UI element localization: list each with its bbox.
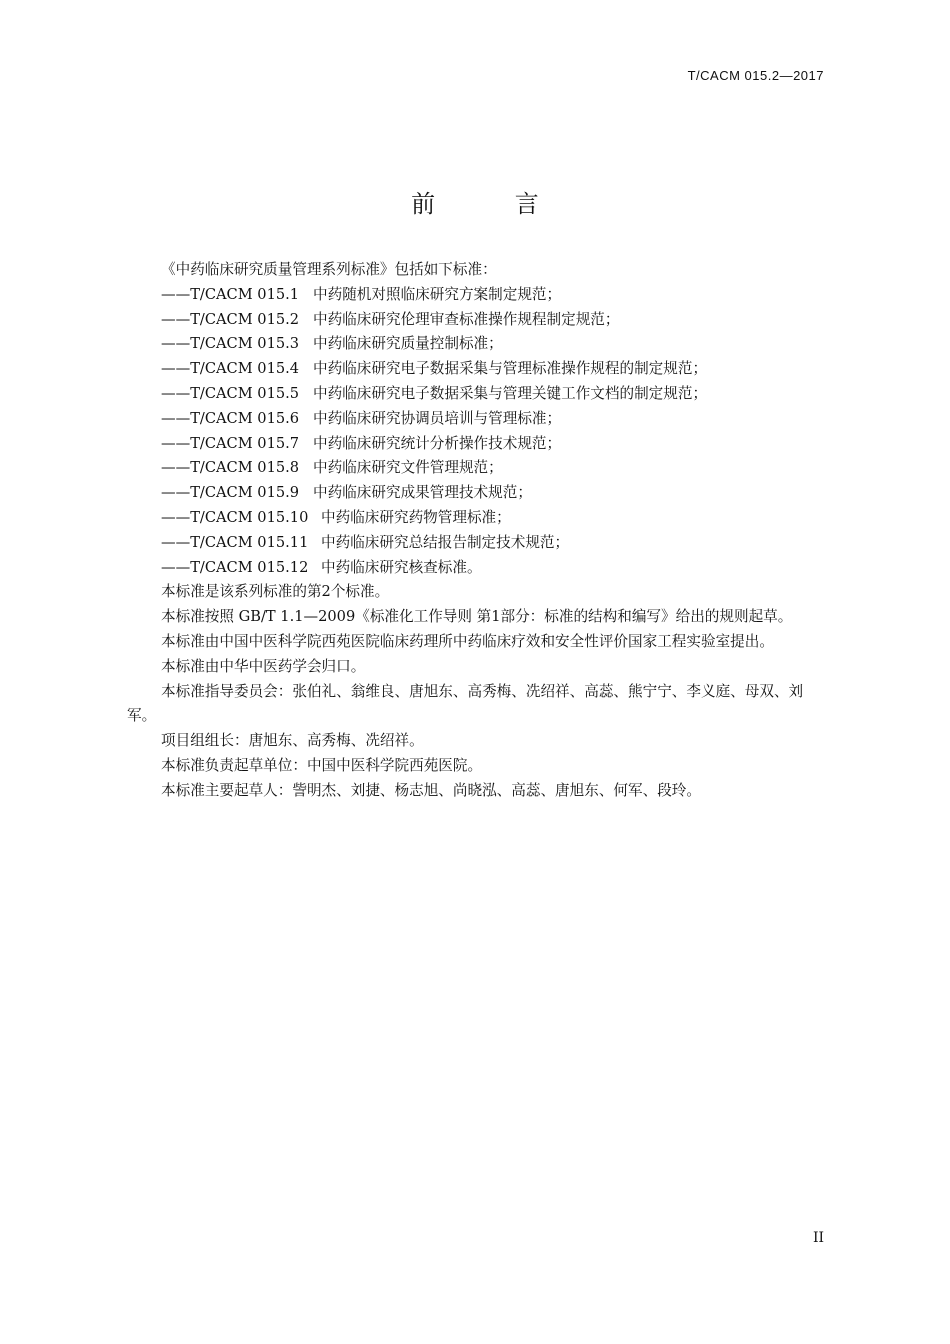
body-paragraph: 项目组组长：唐旭东、高秀梅、冼绍祥。 <box>161 732 424 750</box>
document-code: T/CACM 015.2—2017 <box>687 68 824 83</box>
body-paragraph: 本标准指导委员会：张伯礼、翁维良、唐旭东、高秀梅、冼绍祥、高蕊、熊宁宁、李义庭、母双、刘军。 <box>127 682 804 725</box>
standard-item <box>127 531 827 556</box>
standard-name: 中药临床研究核查标准。 <box>321 558 482 576</box>
standard-name: 中药临床研究电子数据采集与管理关键工作文档的制定规范； <box>313 384 708 402</box>
standard-item <box>127 556 827 581</box>
standard-name: 中药临床研究文件管理规范； <box>313 459 503 477</box>
standard-item <box>127 308 827 333</box>
standard-item <box>127 283 827 308</box>
standards-list <box>127 283 827 581</box>
standard-item <box>127 407 827 432</box>
standard-code: ——T/CACM 015.12 <box>161 558 309 576</box>
body-paragraph: 本标准由中国中医科学院西苑医院临床药理所中药临床疗效和安全性评价国家工程实验室提出。 <box>161 632 774 650</box>
paragraph-list <box>127 580 827 803</box>
standard-name: 中药临床研究协调员培训与管理标准； <box>313 409 562 427</box>
standard-item <box>127 382 827 407</box>
standard-code: ——T/CACM 015.3 <box>161 335 300 353</box>
standard-code: ——T/CACM 015.1 <box>161 285 300 303</box>
standard-code: ——T/CACM 015.2 <box>161 310 300 328</box>
standard-name: 中药临床研究总结报告制定技术规范； <box>321 533 570 551</box>
standard-name: 中药临床研究统计分析操作技术规范； <box>313 434 562 452</box>
standard-item <box>127 481 827 506</box>
standard-code: ——T/CACM 015.5 <box>161 384 300 402</box>
page-number: II <box>812 1230 824 1246</box>
foreword-body <box>127 258 827 804</box>
standard-name: 中药临床研究伦理审查标准操作规程制定规范； <box>313 310 620 328</box>
standard-code: ——T/CACM 015.6 <box>161 409 300 427</box>
standard-name: 中药随机对照临床研究方案制定规范； <box>313 285 562 303</box>
standard-name: 中药临床研究电子数据采集与管理标准操作规程的制定规范； <box>313 360 708 378</box>
body-paragraph: 本标准由中华中医药学会归口。 <box>161 657 366 675</box>
body-paragraph: 本标准按照 GB/T 1.1—2009《标准化工作导则 第1部分：标准的结构和编写》给出的规则起草。 <box>161 608 793 626</box>
standard-name: 中药临床研究质量控制标准； <box>313 335 503 353</box>
standard-code: ——T/CACM 015.9 <box>161 484 300 502</box>
body-paragraph: 本标准是该系列标准的第2个标准。 <box>161 583 390 601</box>
intro-line: 《中药临床研究质量管理系列标准》包括如下标准： <box>161 261 497 278</box>
standard-code: ——T/CACM 015.4 <box>161 360 300 378</box>
standard-name: 中药临床研究成果管理技术规范； <box>313 484 532 502</box>
standard-item <box>127 456 827 481</box>
standard-item <box>127 506 827 531</box>
standard-code: ——T/CACM 015.7 <box>161 434 300 452</box>
standard-code: ——T/CACM 015.11 <box>161 533 309 551</box>
standard-code: ——T/CACM 015.8 <box>161 459 300 477</box>
body-paragraph: 本标准主要起草人：訾明杰、刘捷、杨志旭、尚晓泓、高蕊、唐旭东、何军、段玲。 <box>161 781 701 799</box>
page-title: 前 言 <box>411 190 575 218</box>
body-paragraph: 本标准负责起草单位：中国中医科学院西苑医院。 <box>161 756 483 774</box>
standard-item <box>127 357 827 382</box>
standard-item <box>127 332 827 357</box>
standard-code: ——T/CACM 015.10 <box>161 508 309 526</box>
standard-item <box>127 432 827 457</box>
standard-name: 中药临床研究药物管理标准； <box>321 508 511 526</box>
